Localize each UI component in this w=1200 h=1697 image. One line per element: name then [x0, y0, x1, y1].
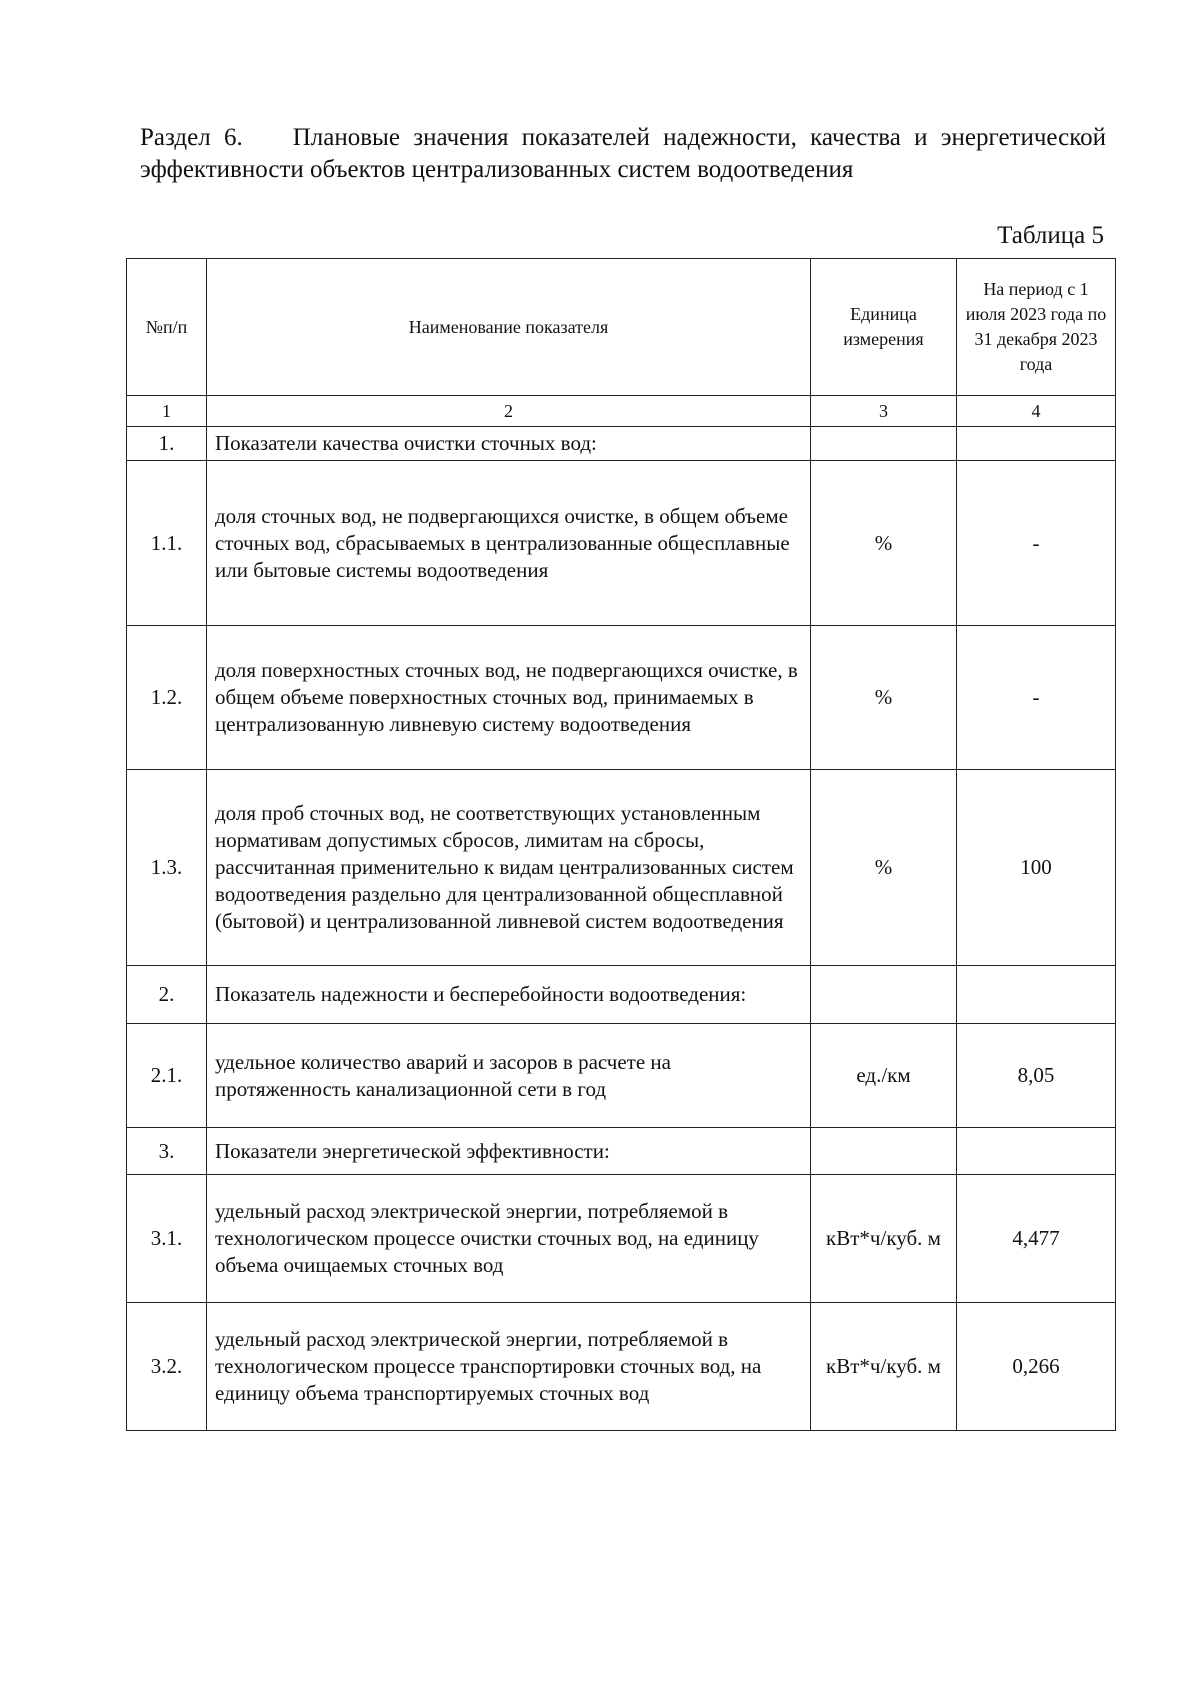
- column-index: 1: [127, 396, 207, 427]
- indicator-value: [957, 1128, 1116, 1175]
- indicator-unit: ед./км: [811, 1024, 957, 1128]
- indicator-value: -: [957, 461, 1116, 626]
- row-number: 1.3.: [127, 770, 207, 966]
- indicator-unit: %: [811, 770, 957, 966]
- indicator-unit: [811, 427, 957, 461]
- table-row: [127, 1175, 1116, 1303]
- indicator-name: Показатели энергетической эффективности:: [207, 1128, 811, 1175]
- indicators-table: [126, 258, 1116, 1431]
- section-label: Раздел 6.: [140, 124, 243, 151]
- indicator-unit: %: [811, 461, 957, 626]
- indicator-value: 4,477: [957, 1175, 1116, 1303]
- indicator-name: удельный расход электрической энергии, потребляемой в технологическом процессе очистки сточных вод, на единицу объема очищаемых сточных вод: [207, 1175, 811, 1303]
- table-row: [127, 770, 1116, 966]
- indicator-unit: [811, 966, 957, 1024]
- header-num: №п/п: [127, 259, 207, 396]
- indicator-name: доля проб сточных вод, не соответствующих установленным нормативам допустимых сбросов, лимитам на сбросы, рассчитанная применительно к видам централизованных систем водоотведения раздельно для централизованной общесплавной (бытовой) и централизованной ливневой систем водоотведения: [207, 770, 811, 966]
- column-index: 2: [207, 396, 811, 427]
- header-name: Наименование показателя: [207, 259, 811, 396]
- table-row: [127, 1128, 1116, 1175]
- column-index-row: [127, 396, 1116, 427]
- section-title-text: Плановые значения показателей надежности, качества и энергетической эффективности объектов централизованных систем водоотведения: [140, 124, 1106, 183]
- row-number: 1.2.: [127, 626, 207, 770]
- column-index: 4: [957, 396, 1116, 427]
- table-row: [127, 427, 1116, 461]
- indicator-unit: кВт*ч/куб. м: [811, 1303, 957, 1431]
- row-number: 2.1.: [127, 1024, 207, 1128]
- indicator-unit: [811, 1128, 957, 1175]
- indicator-name: удельное количество аварий и засоров в расчете на протяженность канализационной сети в год: [207, 1024, 811, 1128]
- section-heading: [140, 122, 1106, 186]
- indicator-name: Показатели качества очистки сточных вод:: [207, 427, 811, 461]
- row-number: 1.: [127, 427, 207, 461]
- indicator-value: 0,266: [957, 1303, 1116, 1431]
- indicator-unit: %: [811, 626, 957, 770]
- header-unit: Единица измерения: [811, 259, 957, 396]
- indicator-name: доля сточных вод, не подвергающихся очистке, в общем объеме сточных вод, сбрасываемых в централизованные общесплавные или бытовые системы водоотведения: [207, 461, 811, 626]
- table-row: [127, 461, 1116, 626]
- indicator-name: доля поверхностных сточных вод, не подвергающихся очистке, в общем объеме поверхностных сточных вод, принимаемых в централизованную ливневую систему водоотведения: [207, 626, 811, 770]
- column-index: 3: [811, 396, 957, 427]
- indicator-value: [957, 427, 1116, 461]
- table-row: [127, 626, 1116, 770]
- table-row: [127, 1024, 1116, 1128]
- table-caption: Таблица 5: [997, 222, 1104, 249]
- indicator-name: удельный расход электрической энергии, потребляемой в технологическом процессе транспортировки сточных вод, на единицу объема транспортируемых сточных вод: [207, 1303, 811, 1431]
- row-number: 3.: [127, 1128, 207, 1175]
- row-number: 2.: [127, 966, 207, 1024]
- table-row: [127, 1303, 1116, 1431]
- indicator-value: [957, 966, 1116, 1024]
- indicator-value: 100: [957, 770, 1116, 966]
- row-number: 3.2.: [127, 1303, 207, 1431]
- indicator-value: 8,05: [957, 1024, 1116, 1128]
- indicator-value: -: [957, 626, 1116, 770]
- indicator-unit: кВт*ч/куб. м: [811, 1175, 957, 1303]
- row-number: 1.1.: [127, 461, 207, 626]
- row-number: 3.1.: [127, 1175, 207, 1303]
- header-row: [127, 259, 1116, 396]
- table-row: [127, 966, 1116, 1024]
- indicator-name: Показатель надежности и бесперебойности водоотведения:: [207, 966, 811, 1024]
- header-period: На период с 1 июля 2023 года по 31 декабря 2023 года: [957, 259, 1116, 396]
